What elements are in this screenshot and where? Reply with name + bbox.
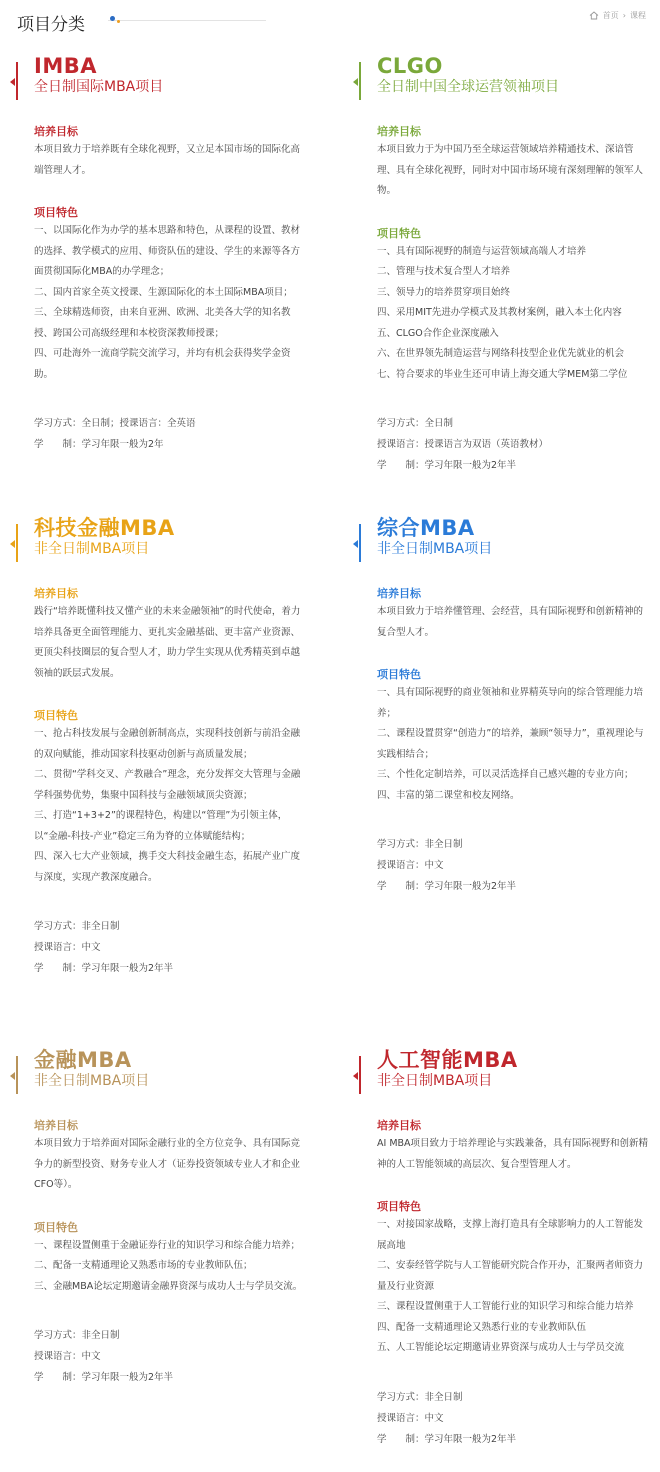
goal-text: AI MBA项目致力于培养理论与实践兼备，具有国际视野和创新精神的人工智能领域的高层次、复合型管理人才。: [377, 1138, 649, 1170]
program-info-line: 学 制：学习年限一般为2年半: [377, 460, 517, 471]
feature-item: 四、采用MIT先进办学模式及其教材案例，融入本土化内容: [377, 307, 622, 318]
breadcrumb-current: 课程: [630, 11, 646, 20]
feature-item: 三、个性化定制培养，可以灵活选择自己感兴趣的专业方向；: [377, 769, 634, 780]
card-accent-bar: [359, 524, 361, 562]
program-info-line: 学 制：学习年限一般为2年半: [34, 1372, 174, 1383]
program-info-line: 授课语言：中文: [34, 942, 101, 953]
program-card-general-mba: [359, 516, 659, 897]
feature-item: 二、国内首家全英文授课、生源国际化的本土国际MBA项目；: [34, 286, 293, 298]
program-info-line: 学习方式：全日制；授课语言：全英语: [34, 418, 196, 429]
feature-item: 一、具有国际视野的制造与运营领域高端人才培养: [377, 245, 587, 257]
feature-item: 三、全球精选师资，由来自亚洲、欧洲、北美各大学的知名教授、跨国公司高级经理和本校资深教师授课；: [34, 307, 291, 339]
feature-item: 二、贯彻“学科交叉、产教融合”理念，充分发挥交大管理与金融学科强势优势，集聚中国科技与金融领域顶尖资源；: [34, 769, 301, 801]
goal-text: 践行“培养既懂科技又懂产业的未来金融领袖”的时代使命，着力培养具备更全面管理能力、更扎实金融基础、更丰富产业资源、更顶尖科技圈层的复合型人才，助力学生实现从优秀精英到卓越领袖的跃层式发展。: [34, 606, 301, 679]
card-accent-bar: [359, 62, 361, 100]
feature-item: 四、可赴海外一流商学院交流学习，并均有机会获得奖学金资助。: [34, 348, 291, 380]
card-accent-bar: [16, 524, 18, 562]
goal-text: 本项目致力于培养面对国际金融行业的全方位竞争、具有国际竞争力的新型投资、财务专业人才（证券投资领域专业人才和企业CFO等）。: [34, 1138, 301, 1190]
title-dot-blue: [110, 16, 115, 21]
goal-heading: 培养目标: [34, 1119, 78, 1132]
card-title: CLGO: [377, 54, 443, 78]
card-arrow-icon: [10, 1072, 15, 1080]
program-card-ai-mba: [359, 1048, 659, 1450]
program-info-line: 学习方式：非全日制: [34, 1330, 120, 1341]
card-subtitle: 非全日制MBA项目: [34, 541, 150, 557]
feature-item: 四、丰富的第二课堂和校友网络。: [377, 789, 520, 801]
feature-item: 一、抢占科技发展与金融创新制高点，实现科技创新与前沿金融的双向赋能，推动国家科技驱动创新与高质量发展；: [34, 728, 301, 760]
program-info-line: 学 制：学习年限一般为2年半: [377, 881, 517, 892]
card-arrow-icon: [10, 540, 15, 548]
breadcrumb-home[interactable]: 首页: [602, 11, 619, 20]
program-info-line: 学习方式：非全日制: [377, 1391, 463, 1403]
card-subtitle: 全日制中国全球运营领袖项目: [377, 79, 559, 95]
card-accent-bar: [359, 1056, 361, 1094]
feature-heading: 项目特色: [377, 1200, 421, 1213]
feature-heading: 项目特色: [34, 1220, 78, 1234]
goal-heading: 培养目标: [34, 587, 78, 600]
breadcrumb: [589, 10, 646, 21]
feature-heading: 项目特色: [377, 668, 421, 681]
program-info-line: 学 制：学习年限一般为2年半: [377, 1433, 517, 1445]
card-title: 人工智能MBA: [377, 1048, 518, 1072]
program-info-line: 学 制：学习年限一般为2年: [34, 439, 164, 450]
card-title: 科技金融MBA: [34, 516, 175, 540]
program-info-line: 学习方式：非全日制: [34, 921, 120, 932]
card-arrow-icon: [353, 540, 358, 548]
feature-item: 六、在世界领先制造运营与网络科技型企业优先就业的机会: [377, 348, 625, 359]
card-subtitle: 非全日制MBA项目: [377, 1073, 493, 1089]
program-info-line: 授课语言：中文: [34, 1351, 101, 1362]
goal-text: 本项目致力于为中国乃至全球运营领域培养精通技术、深谙管理、具有全球化视野，同时对中国市场环境有深刻理解的领军人物。: [377, 144, 644, 196]
feature-item: 七、符合要求的毕业生还可申请上海交通大学MEM第二学位: [377, 368, 628, 380]
feature-item: 三、金融MBA论坛定期邀请金融界资深与成功人士与学员交流。: [34, 1280, 303, 1292]
title-dot-orange: [117, 20, 120, 23]
feature-item: 二、配备一支精通理论又熟悉市场的专业教师队伍；: [34, 1260, 253, 1271]
feature-item: 二、管理与技术复合型人才培养: [377, 266, 511, 277]
program-info-line: 授课语言：中文: [377, 860, 444, 871]
page-title: 项目分类: [17, 15, 85, 35]
title-underline: [108, 20, 266, 21]
feature-item: 三、打造“1+3+2”的课程特色，构建以“管理”为引领主体，以“金融-科技-产业”稳定三角为脊的立体赋能结构；: [34, 810, 288, 842]
home-icon[interactable]: [589, 11, 599, 20]
goal-heading: 培养目标: [377, 1119, 421, 1132]
program-info-line: 授课语言：中文: [377, 1412, 444, 1424]
feature-item: 一、课程设置侧重于金融证券行业的知识学习和综合能力培养；: [34, 1239, 301, 1251]
program-info-line: 授课语言：授课语言为双语（英语教材）: [377, 439, 549, 450]
card-title: 金融MBA: [34, 1048, 132, 1072]
feature-item: 五、CLGO合作企业深度融入: [377, 327, 499, 339]
feature-heading: 项目特色: [34, 206, 78, 219]
goal-heading: 培养目标: [34, 125, 78, 138]
card-subtitle: 非全日制MBA项目: [34, 1073, 150, 1089]
program-card-fintech-mba: [16, 516, 316, 979]
feature-item: 五、人工智能论坛定期邀请业界资深与成功人士与学员交流: [377, 1342, 625, 1353]
feature-item: 二、课程设置贯穿“创造力”的培养，兼顾“领导力”，重视理论与实践相结合；: [377, 728, 644, 760]
card-title: IMBA: [34, 54, 97, 78]
goal-heading: 培养目标: [377, 587, 421, 600]
card-arrow-icon: [10, 78, 15, 86]
program-info-line: 学 制：学习年限一般为2年半: [34, 963, 174, 974]
program-info-line: 学习方式：全日制: [377, 418, 454, 429]
card-subtitle: 非全日制MBA项目: [377, 541, 493, 557]
feature-item: 四、深入七大产业领域，携手交大科技金融生态，拓展产业广度与深度，实现产教深度融合。: [34, 851, 301, 883]
program-card-finance-mba: [16, 1048, 316, 1388]
feature-item: 三、课程设置侧重于人工智能行业的知识学习和综合能力培养: [377, 1301, 634, 1312]
card-subtitle: 全日制国际MBA项目: [34, 79, 164, 95]
card-arrow-icon: [353, 1072, 358, 1080]
feature-item: 二、安泰经管学院与人工智能研究院合作开办，汇聚两者师资力量及行业资源: [377, 1260, 644, 1292]
feature-item: 三、领导力的培养贯穿项目始终: [377, 286, 511, 298]
feature-item: 一、对接国家战略，支撑上海打造具有全球影响力的人工智能发展高地: [377, 1219, 644, 1251]
program-info-line: 学习方式：非全日制: [377, 839, 463, 850]
goal-text: 本项目致力于培养懂管理、会经营，具有国际视野和创新精神的复合型人才。: [377, 606, 644, 638]
program-card-imba: [16, 54, 316, 455]
goal-heading: 培养目标: [377, 125, 421, 138]
goal-text: 本项目致力于培养既有全球化视野，又立足本国市场的国际化高端管理人才。: [34, 144, 301, 176]
feature-heading: 项目特色: [377, 226, 421, 240]
card-accent-bar: [16, 1056, 18, 1094]
card-arrow-icon: [353, 78, 358, 86]
page-header: [0, 0, 660, 44]
program-card-clgo: [359, 54, 659, 476]
feature-heading: 项目特色: [34, 709, 78, 722]
breadcrumb-separator-icon: ›: [622, 11, 626, 20]
feature-item: 一、具有国际视野的商业领袖和业界精英导向的综合管理能力培养；: [377, 687, 644, 719]
feature-item: 一、以国际化作为办学的基本思路和特色，从课程的设置、教材的选择、教学模式的应用、师资队伍的建设、学生的来源等各方面贯彻国际化MBA的办学理念；: [34, 225, 301, 277]
feature-item: 四、配备一支精通理论又熟悉行业的专业教师队伍: [377, 1321, 587, 1333]
card-title: 综合MBA: [377, 516, 475, 540]
card-accent-bar: [16, 62, 18, 100]
